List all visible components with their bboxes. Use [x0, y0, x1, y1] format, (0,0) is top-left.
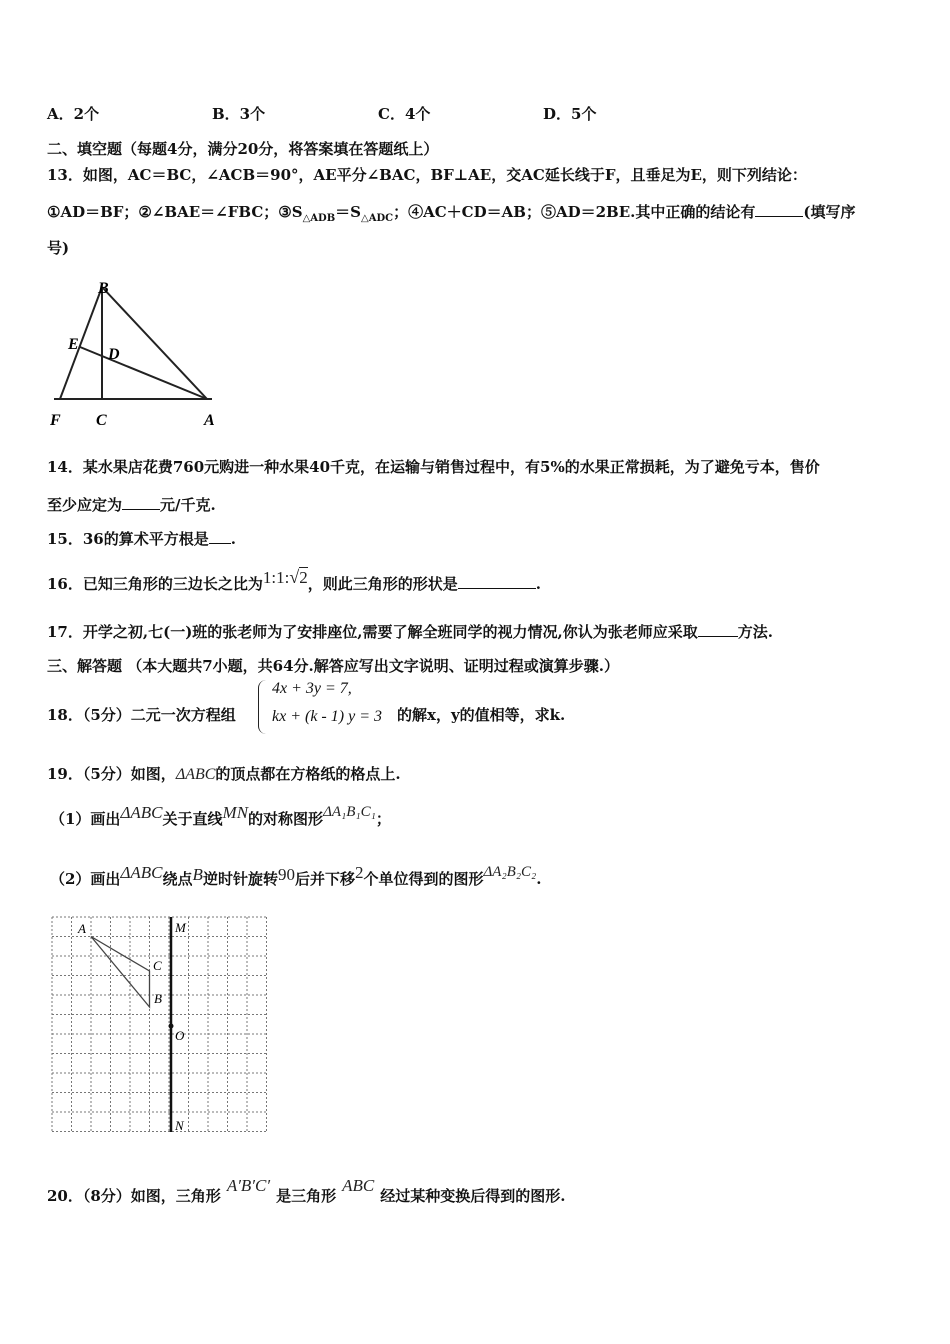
q16-answer-blank[interactable]	[458, 574, 536, 589]
q18-text-a: 18．（5分）二元一次方程组	[47, 706, 236, 724]
q19-part1	[50, 803, 391, 829]
fig-label-b: B	[98, 280, 109, 297]
q13-line2	[47, 201, 855, 224]
q19-p1-d: ；	[375, 810, 391, 828]
q19-p2-degree: 90	[277, 865, 295, 884]
option-c: C．4个	[378, 105, 431, 123]
q16-line	[47, 567, 541, 594]
q14-line2-a: 至少应定为	[47, 496, 123, 514]
q17-line	[47, 621, 773, 642]
q20-tri1: A′B′C′	[226, 1176, 271, 1195]
q13-eq: ＝S	[335, 203, 362, 221]
q20-text-c: 经过某种变换后得到的图形.	[380, 1187, 566, 1205]
q13-line3: 号)	[47, 239, 70, 257]
q13-line2-c: (填写序	[803, 203, 856, 221]
q13-line2-b: ；④AC＋CD＝AB；⑤AD＝2BE.其中正确的结论有	[393, 203, 756, 221]
q13-sub2: △ADC	[361, 213, 394, 224]
q19-p1-mn: MN	[222, 803, 249, 822]
q14-line2	[47, 494, 216, 515]
option-d: D．5个	[543, 105, 597, 123]
q19-p2-f: .	[536, 870, 542, 888]
q20-text-b: 是三角形	[276, 1187, 337, 1205]
q15-answer-blank[interactable]	[209, 529, 231, 544]
q19-p1-result: ΔA₁B₁C₁	[323, 804, 376, 820]
q16-text-a: 16．已知三角形的三边长之比为	[47, 575, 263, 593]
q19-p2-result: ΔA₂B₂C₂	[483, 864, 537, 880]
grid-label-a: A	[78, 921, 86, 936]
grid-label-b: B	[154, 991, 162, 1006]
q17-text-b: 方法.	[737, 623, 773, 641]
fig-label-f: F	[50, 412, 61, 429]
q16-ratio: 1:1:√2	[262, 567, 308, 587]
q13-line2-a: ①AD＝BF；②∠BAE＝∠FBC；③S	[47, 203, 303, 221]
q19-p2-b: 绕点	[162, 870, 193, 888]
q18-text-b: 的解x，y的值相等，求k.	[397, 706, 566, 724]
q16-text-c: .	[535, 575, 541, 593]
q18-brace	[258, 680, 271, 734]
q19-p2-units: 2	[354, 863, 364, 882]
grid-label-c: C	[153, 958, 162, 973]
q13-line1: 13．如图，AC＝BC，∠ACB＝90°，AE平分∠BAC，BF⊥AE，交AC延长线于F，且垂足为E，则下列结论：	[47, 166, 807, 184]
q20-tri2: ABC	[342, 1176, 375, 1195]
q16-text-b: ，则此三角形的形状是	[307, 575, 458, 593]
q19-line1	[47, 763, 401, 784]
q15-text-b: .	[230, 530, 236, 548]
q19-text-b: 的顶点都在方格纸的格点上.	[215, 765, 401, 783]
section2-heading: 二、填空题（每题4分，满分20分，将答案填在答题纸上）	[47, 140, 439, 158]
q14-line1: 14．某水果店花费760元购进一种水果40千克，在运输与销售过程中，有5%的水果正常损耗，为了避免亏本，售价	[47, 458, 820, 476]
q18-eq1: 4x + 3y = 7,	[272, 680, 352, 697]
q16-sqrt-value: 2	[299, 568, 308, 587]
fig-label-e: E	[68, 336, 79, 353]
q19-tri: ΔABC	[175, 766, 216, 783]
q19-p1-tri: ΔABC	[120, 803, 163, 822]
option-a: A．2个	[47, 105, 100, 123]
grid-label-m: M	[175, 920, 186, 935]
q19-p2-point: B	[192, 865, 203, 884]
q15-text-a: 15．36的算术平方根是	[47, 530, 209, 548]
q19-p1-b: 关于直线	[162, 810, 223, 828]
grid-label-n: N	[175, 1118, 184, 1133]
q19-part2	[50, 863, 542, 889]
option-b: B．3个	[212, 105, 266, 123]
q14-line2-b: 元/千克.	[160, 496, 216, 514]
q20-text-a: 20．（8分）如图，三角形	[47, 1187, 221, 1205]
q17-text-a: 17．开学之初,七(一)班的张老师为了安排座位,需要了解全班同学的视力情况,你认为张老师应采取	[47, 623, 698, 641]
q13-triangle-figure	[40, 275, 240, 435]
q19-p2-a: （2）画出	[50, 870, 121, 888]
q13-answer-blank[interactable]	[755, 202, 803, 217]
q19-grid-figure	[50, 915, 270, 1137]
q19-p2-tri: ΔABC	[120, 863, 163, 882]
fig-label-c: C	[96, 412, 107, 429]
q19-text-a: 19．（5分）如图，	[47, 765, 176, 783]
q14-answer-blank[interactable]	[122, 495, 160, 510]
q19-p1-c: 的对称图形	[248, 810, 324, 828]
q20-line	[47, 1176, 566, 1206]
q19-p1-a: （1）画出	[50, 810, 121, 828]
section3-heading: 三、解答题 （本大题共7小题，共64分.解答应写出文字说明、证明过程或演算步骤.）	[47, 657, 619, 675]
fig-label-d: D	[108, 346, 120, 363]
q19-p2-e: 个单位得到的图形	[363, 870, 484, 888]
fig-label-a: A	[204, 412, 215, 429]
q19-p2-c: 逆时针旋转	[202, 870, 278, 888]
q15-line	[47, 528, 236, 549]
q17-answer-blank[interactable]	[698, 622, 738, 637]
q13-sub1: △ADB	[302, 213, 336, 224]
q18-eq2: kx + (k - 1) y = 3	[272, 708, 382, 725]
grid-label-o: O	[175, 1028, 185, 1043]
q19-p2-d: 后并下移	[294, 870, 355, 888]
